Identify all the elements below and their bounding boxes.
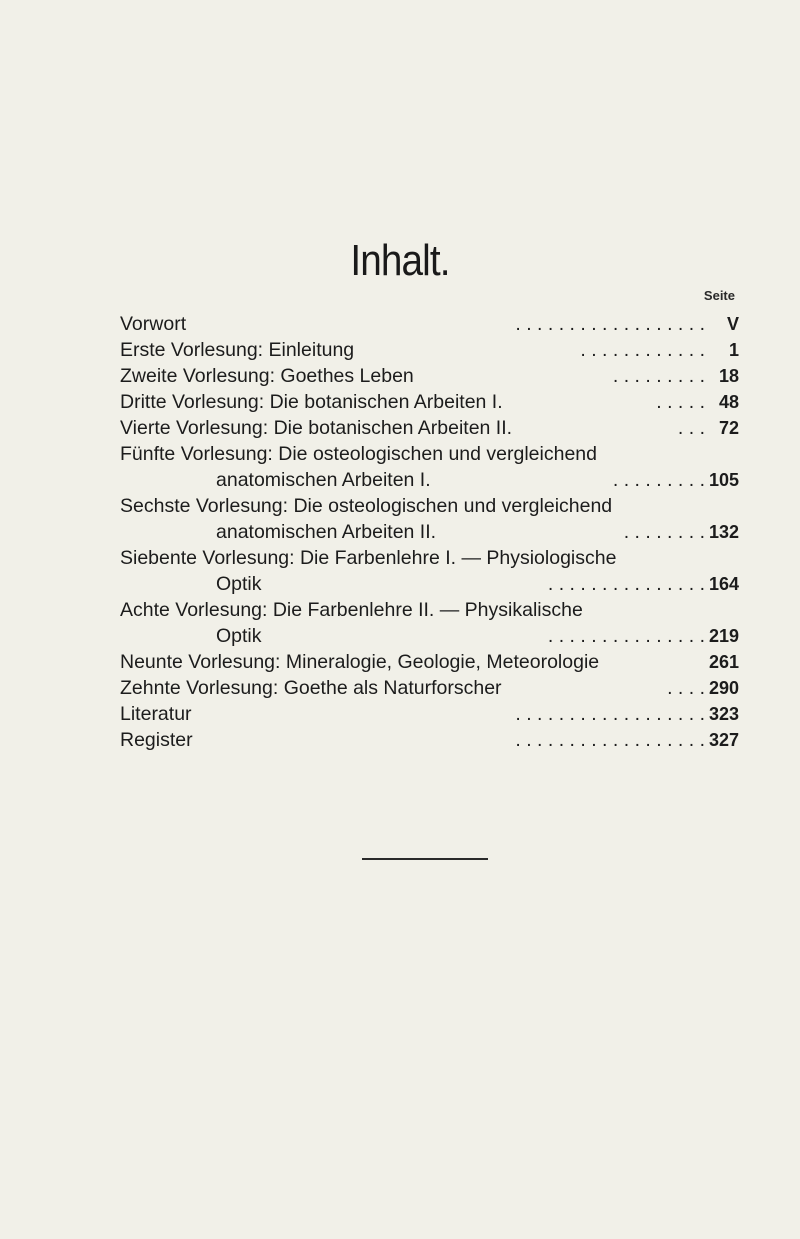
toc-entry (120, 441, 739, 467)
toc-entry-title: Zehnte Vorlesung: Goethe als Naturforscher (120, 677, 502, 699)
toc-page-number: 18 (718, 366, 739, 386)
toc-leader-dots: . . . . . . . . . (612, 365, 705, 387)
toc-entry (120, 597, 739, 623)
toc-entry (120, 337, 739, 363)
toc-entry-title: anatomischen Arbeiten II. (216, 521, 437, 543)
toc-leader-dots: . . . . . . . . . . . . (580, 339, 705, 361)
toc-entry-title: Vierte Vorlesung: Die botanischen Arbeiten II. (120, 417, 513, 439)
toc-entry-title: Sechste Vorlesung: Die osteologischen und vergleichend (120, 495, 613, 517)
toc-page-number: 1 (728, 340, 739, 360)
toc-leader-dots: . . . . (667, 677, 705, 699)
toc-leader-dots: . . . . . . . . . . . . . . . (547, 573, 705, 595)
toc-entry (120, 363, 739, 389)
toc-leader-dots: . . . (677, 417, 705, 439)
toc-entry (120, 493, 739, 519)
toc-leader-dots: . . . . . . . . . . . . . . . (547, 625, 705, 647)
toc-entry-title: Optik (216, 573, 262, 595)
toc-leader-dots: . . . . . (656, 391, 705, 413)
toc-page-number: 164 (708, 574, 739, 594)
toc-entry-title: Dritte Vorlesung: Die botanischen Arbeiten I. (120, 391, 503, 413)
toc-leader-dots: . . . . . . . . . . . . . . . . . . (515, 313, 705, 335)
toc-entry-title: Register (120, 729, 193, 751)
toc-entry-title: Fünfte Vorlesung: Die osteologischen und vergleichend (120, 443, 597, 465)
page-title: Inhalt. (350, 236, 450, 285)
toc-entry-title: Achte Vorlesung: Die Farbenlehre II. — Physikalische (120, 599, 583, 621)
toc-entry-title: Vorwort (120, 313, 187, 335)
toc-entry-continuation (120, 623, 739, 649)
toc-entry-continuation (120, 519, 739, 545)
toc-leader-dots: . . . . . . . . . . . . . . . . . . (515, 729, 705, 751)
toc-entry-title: anatomischen Arbeiten I. (216, 469, 431, 491)
toc-entry (120, 389, 739, 415)
toc-entry-title: Optik (216, 625, 262, 647)
toc-entry (120, 727, 739, 753)
toc-entry (120, 701, 739, 727)
toc-page-number: 327 (708, 730, 739, 750)
toc-entry-title: Zweite Vorlesung: Goethes Leben (120, 365, 414, 387)
toc-page-number: V (726, 314, 739, 334)
toc-entry-continuation (120, 571, 739, 597)
toc-page-number: 290 (708, 678, 739, 698)
toc-leader-dots: . . . . . . . . . (612, 469, 705, 491)
toc-entry (120, 545, 739, 571)
toc-entry-title: Siebente Vorlesung: Die Farbenlehre I. — Physiologische (120, 547, 617, 569)
toc-leader-dots: . . . . . . . . (623, 521, 705, 543)
table-of-contents (120, 311, 739, 753)
toc-entry-title: Literatur (120, 703, 192, 725)
toc-page-number: 48 (718, 392, 739, 412)
toc-entry (120, 675, 739, 701)
toc-entry-continuation (120, 467, 739, 493)
toc-page-number: 261 (708, 652, 739, 672)
toc-entry (120, 311, 739, 337)
toc-page-number: 72 (718, 418, 739, 438)
toc-entry-title: Neunte Vorlesung: Mineralogie, Geologie, Meteorologie (120, 651, 600, 673)
toc-page-number: 219 (708, 626, 739, 646)
toc-leader-dots: . . . . . . . . . . . . . . . . . . (515, 703, 705, 725)
toc-entry (120, 415, 739, 441)
toc-page-number: 105 (708, 470, 739, 490)
page-column-label: Seite (703, 288, 735, 303)
toc-page-number: 323 (708, 704, 739, 724)
toc-entry-title: Erste Vorlesung: Einleitung (120, 339, 355, 361)
toc-page-number: 132 (708, 522, 739, 542)
end-rule-divider (362, 858, 488, 860)
toc-entry (120, 649, 739, 675)
